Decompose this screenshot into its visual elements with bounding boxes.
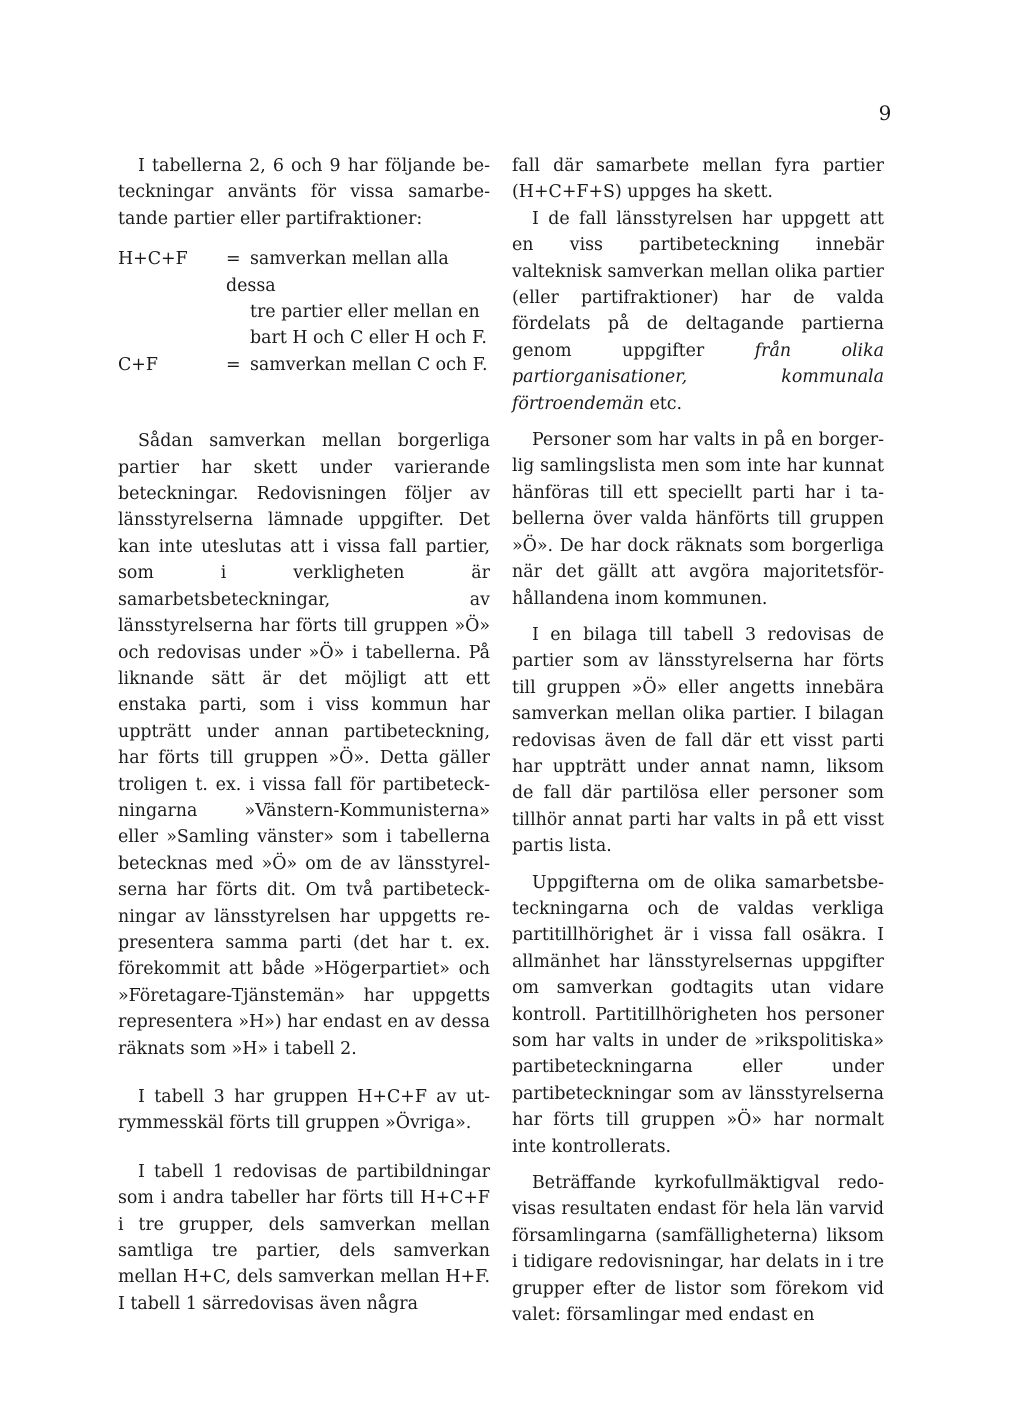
body-paragraph: Sådan samverkan mellan borgerliga partier har skett under varierande beteckningar. Redovisningen följer av länsstyrelserna lämnade uppgifter. Det kan inte uteslutas att i vissa fall partier, som i verkligheten är samarbetsbeteckningar, av länsstyrelserna har förts till gruppen »Ö» och redovisas under »Ö» i tabellerna. På liknande sätt är det möjligt att ett enstaka parti, som i viss kommun har uppträtt under annan partibeteckning, har förts till gruppen »Ö». Detta gäller troligen t. ex. i vissa fall för partibeteckningarna »Vänstern-Kommunisterna» eller »Samling vänster» som i tabellerna betecknas med »Ö» om de av länsstyrelserna har förts dit. Om två partibeteckningar av länsstyrelsen har uppgetts representera samma parti (det har t. ex. förekommit att både »Högerpartiet» och »Företagare-Tjänstemän» har uppgetts representera »H») har endast en av dessa räknats som »H» i tabell 2.	[118, 431, 490, 1059]
definition-term: C+F	[118, 354, 158, 375]
italic-text: från olika partiorganisationer, kommunala förtroendemän	[512, 340, 884, 414]
body-paragraph: I tabell 3 har gruppen H+C+F av utrymmesskäl förts till gruppen »Övriga».	[118, 1087, 490, 1134]
definition-row	[118, 352, 490, 378]
equals-sign: =	[226, 249, 241, 270]
body-paragraph: I en bilaga till tabell 3 redovisas de partier som av länsstyrelserna har förts till gruppen »Ö» eller angetts innebära samverkan mellan olika partier. I bilagan redovisas även de fall där ett visst parti har uppträtt under annat namn, liksom de fall där partilösa eller personer som tillhör annat parti har valts in på ett visst partis lista.	[512, 624, 884, 857]
definition-row	[118, 246, 490, 352]
continued-paragraph: fall där samarbete mellan fyra partier (H+C+F+S) uppges ha skett.	[512, 156, 884, 203]
definition-continuation: tre partier eller mellan en	[250, 302, 480, 323]
body-paragraph: Personer som har valts in på en borgerlig samlingslista men som inte har kunnat hänföras till ett speciellt parti har i tabellerna över valda hänförts till gruppen »Ö». De har dock räknats som borgerliga när det gällt att avgöra majoritetsförhållandena inom kommunen.	[512, 430, 884, 609]
definition-description	[226, 352, 490, 378]
definition-continuation: bart H och C eller H och F.	[250, 328, 487, 349]
definition-list	[118, 246, 490, 378]
definition-text: samverkan mellan C och F.	[250, 354, 488, 375]
body-paragraph: Uppgifterna om de olika samarbetsbeteckningarna och de valdas verkliga partitillhörighet är i vissa fall osäkra. I allmänhet har länsstyrelsernas uppgifter om samverkan godtagits utan vidare kontroll. Partitillhörigheten hos personer som har valts in under de »rikspolitiska» partibeteckningarna eller under partibeteckningar som av länsstyrelserna har förts till gruppen »Ö» har normalt inte kontrollerats.	[512, 872, 884, 1157]
equals-sign: =	[226, 354, 241, 375]
intro-paragraph: I tabellerna 2, 6 och 9 har följande beteckningar använts för vissa samarbetande partier eller partifraktioner:	[118, 156, 490, 229]
right-column	[512, 153, 884, 1328]
body-paragraph: Beträffande kyrkofullmäktigval redovisas resultaten endast för hela län varvid församlingarna (samfälligheterna) liksom i tidigare redovisningar, har delats in i tre grupper efter de listor som förekom vid valet: församlingar med endast en	[512, 1173, 884, 1326]
body-paragraph	[512, 206, 884, 417]
definition-text: samverkan mellan alla dessa	[226, 249, 449, 296]
paragraph-text: etc.	[643, 393, 683, 414]
left-column	[118, 153, 490, 1317]
page-number: 9	[878, 101, 892, 125]
paragraph-text: I de fall länsstyrelsen har uppgett att en viss partibeteckning innebär valteknisk samverkan mellan olika partier (eller partifraktioner) har de valda fördelats på de deltagande partierna genom uppgifter	[512, 208, 884, 361]
definition-term: H+C+F	[118, 249, 188, 270]
definition-description	[226, 246, 490, 352]
body-paragraph: I tabell 1 redovisas de partibildningar som i andra tabeller har förts till H+C+F i tre grupper, dels samverkan mellan samtliga tre partier, dels samverkan mellan H+C, dels samverkan mellan H+F. I tabell 1 särredovisas även några	[118, 1161, 490, 1314]
